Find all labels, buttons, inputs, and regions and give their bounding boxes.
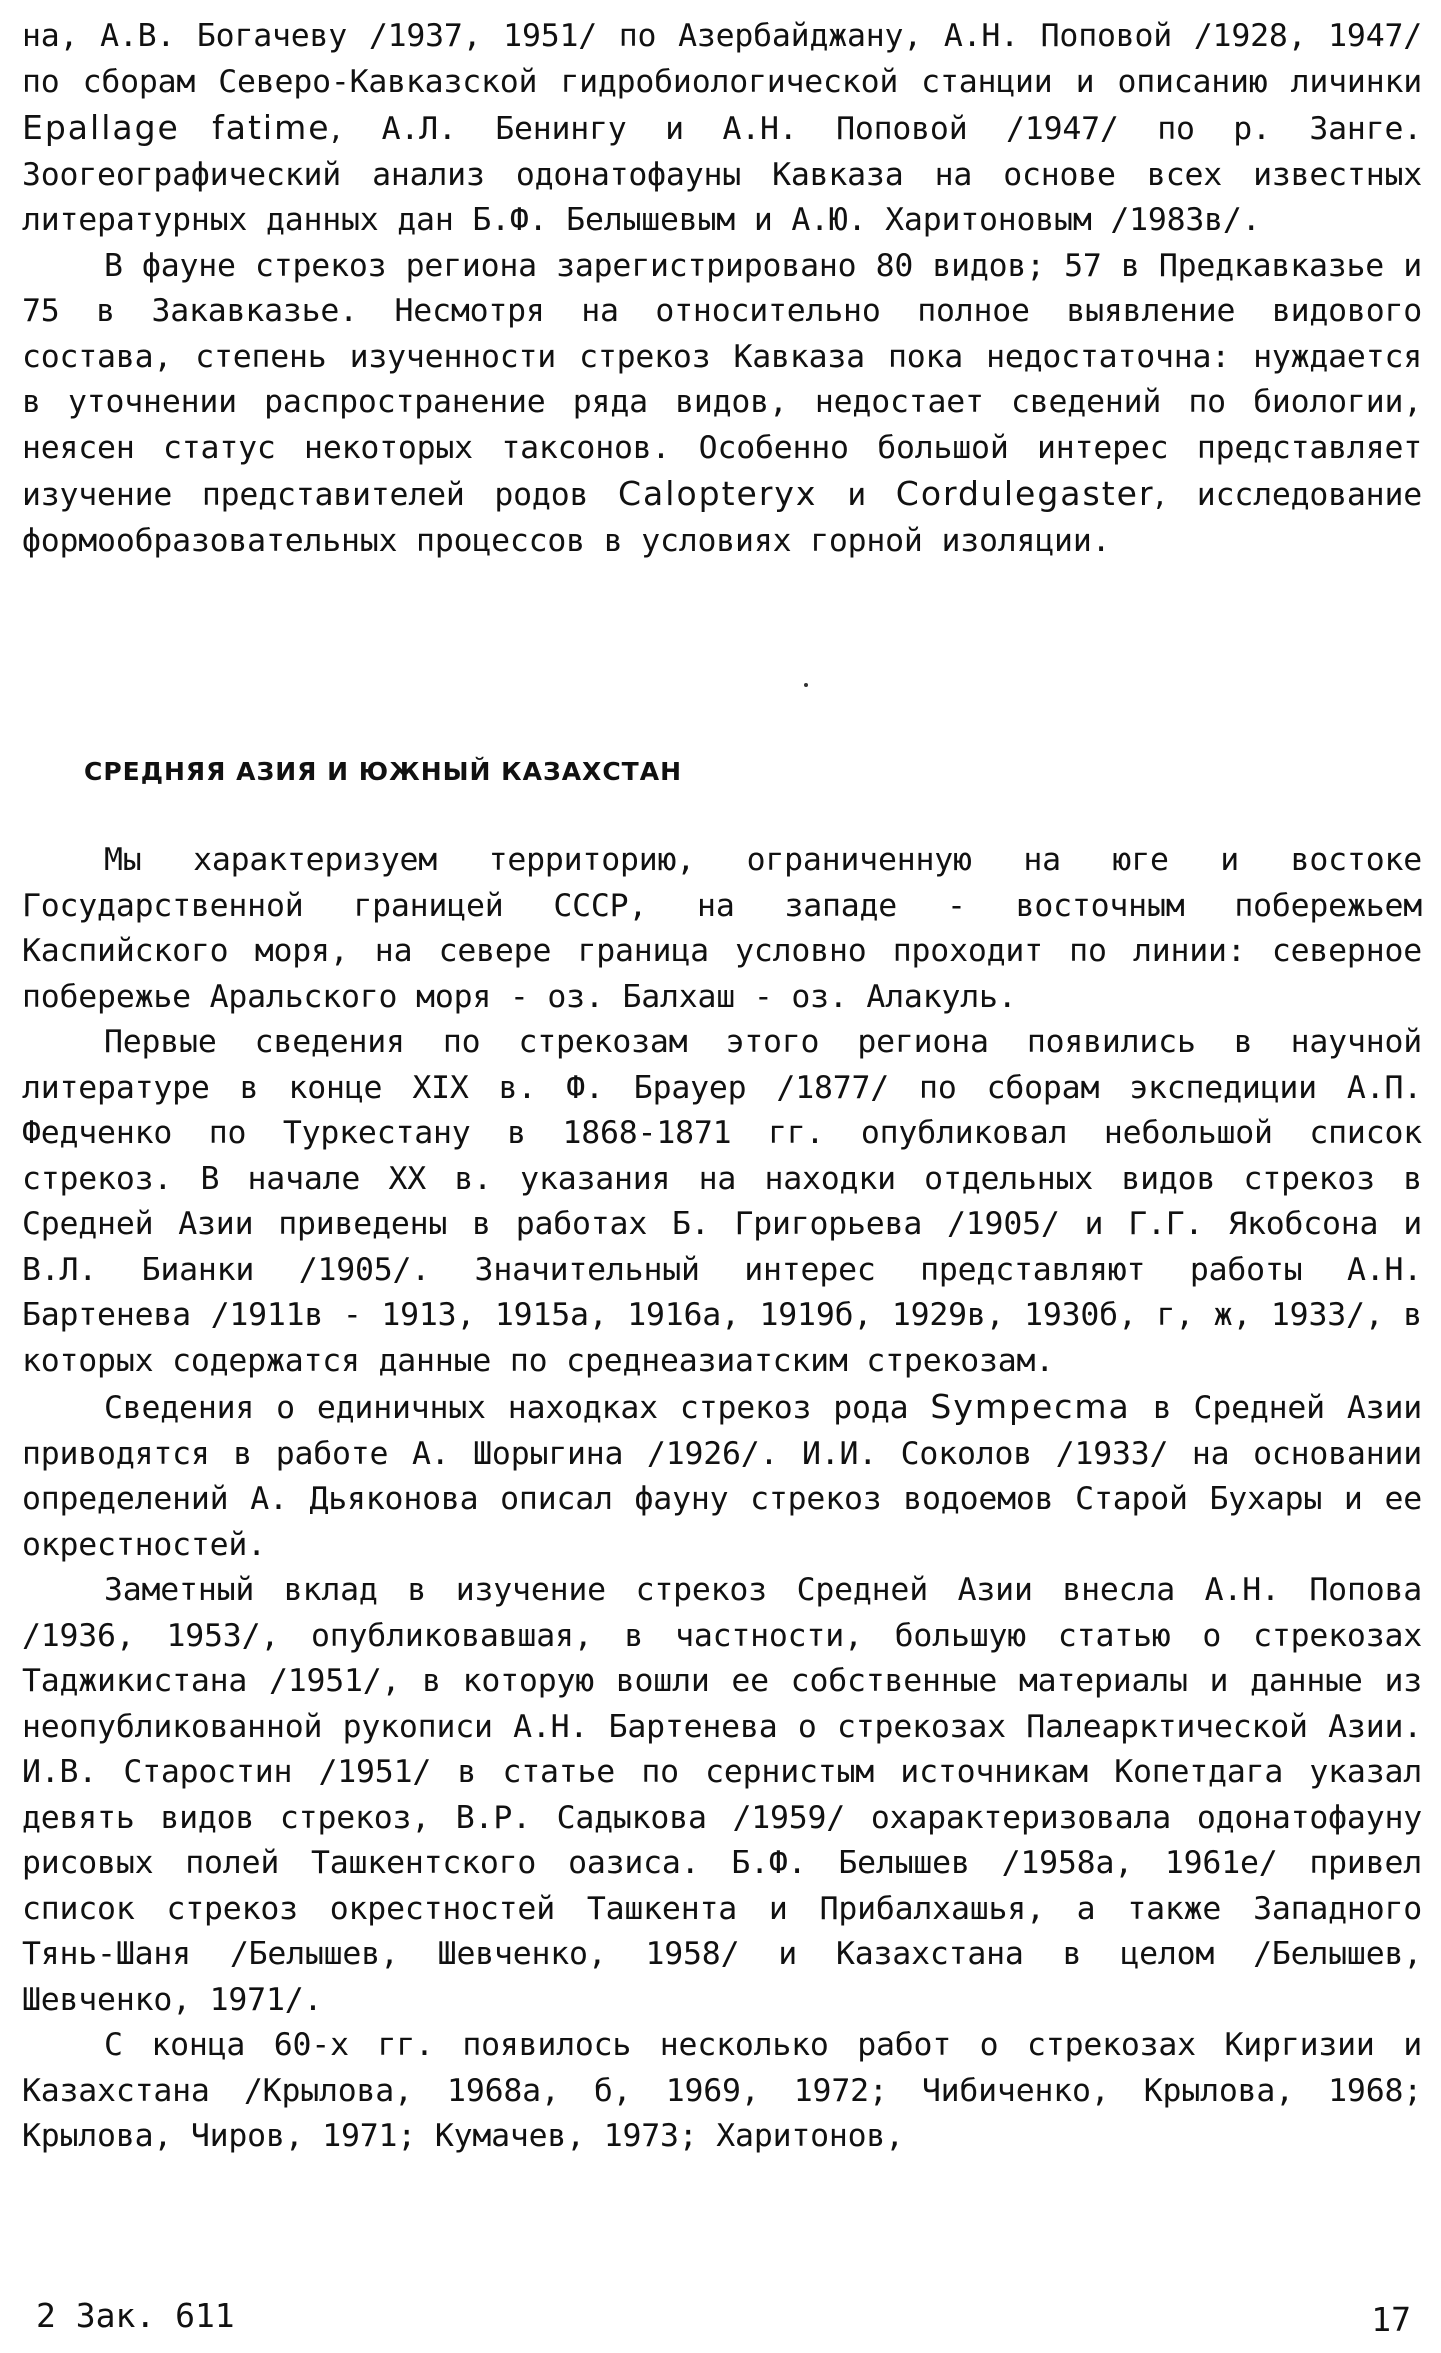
text-run: Сведения о единичных находках стрекоз рода	[104, 1390, 931, 1426]
latin-genus-name: Sympecma	[930, 1387, 1131, 1426]
paragraph-first-records: Первые сведения по стрекозам этого региона появились в научной литературе в конце XIX в. Ф. Брауер /1877/ по сборам экспедиции А.П. Федченко по Туркестану в 1868-1871 гг. опубликовал небольшой список стрекоз. В начале XX в. указания на находки отдельных видов стрекоз в Средней Азии приведены в работах Б. Григорьева /1905/ и Г.Г. Якобсона и В.Л. Бианки /1905/. Значительный интерес представляют работы А.Н. Бартенева /1911в - 1913, 1915а, 1916а, 1919б, 1929в, 1930б, г, ж, 1933/, в которых содержатся данные по среднеазиатским стрекозам.	[22, 1024, 1422, 1379]
paragraph-popova: Заметный вклад в изучение стрекоз Средней Азии внесла А.Н. Попова /1936, 1953/, опубликовавшая, в частности, большую статью о стрекозах Таджикистана /1951/, в которую вошли ее собственные материалы и данные из неопубликованной рукописи А.Н. Бартенева о стрекозах Палеарктической Азии. И.В. Старостин /1951/ в статье по сернистым источникам Копетдага указал девять видов стрекоз, В.Р. Садыкова /1959/ охарактеризовала одонатофауну рисовых полей Ташкентского оазиса. Б.Ф. Белышев /1958а, 1961е/ привел список стрекоз окрестностей Ташкента и Прибалхашья, а также Западного Тянь-Шаня /Белышев, Шевченко, 1958/ и Казахстана в целом /Белышев, Шевченко, 1971/.	[22, 1572, 1422, 2018]
latin-genus-name: Calopteryx	[618, 474, 818, 513]
paragraph-fauna	[22, 244, 1422, 565]
printer-signature: 2 Зак. 611	[36, 2296, 235, 2335]
text-run: А.Л. Бенингу и А.Н. Поповой /1947/ по р. Занге. Зоогеографический анализ одонатофауны Кавказа на основе всех известных литературных данных дан Б.Ф. Белышевым и А.Ю. Харитоновым /1983в/.	[22, 111, 1422, 238]
text-run: в Средней Азии приводятся в работе А. Шорыгина /1926/. И.И. Соколов /1933/ на основании определений А. Дьяконова описал фауну стрекоз водоемов Старой Бухары и ее окрестностей.	[22, 1390, 1422, 1563]
latin-genus-name: Cordulegaster,	[895, 474, 1168, 513]
paragraph-territory: Мы характеризуем территорию, ограниченную на юге и востоке Государственной границей СССР, на западе - восточным побережьем Каспийского моря, на севере граница условно проходит по линии: северное побережье Аральского моря - оз. Балхаш - оз. Алакуль.	[22, 842, 1422, 1015]
text-run: и	[817, 477, 896, 513]
section-text-block	[22, 838, 1422, 2160]
stray-dot	[804, 683, 808, 687]
paragraph-sympecma	[22, 1384, 1422, 1568]
page-number: 17	[1371, 2300, 1411, 2339]
latin-species-name: Epallage fatime,	[22, 108, 344, 147]
section-heading: СРЕДНЯЯ АЗИЯ И ЮЖНЫЙ КАЗАХСТАН	[84, 757, 682, 786]
paragraph-sixties: С конца 60-х гг. появилось несколько работ о стрекозах Киргизии и Казахстана /Крылова, 1968а, б, 1969, 1972; Чибиченко, Крылова, 1968; Крылова, Чиров, 1971; Кумачев, 1973; Харитонов,	[22, 2027, 1422, 2154]
top-text-block	[22, 14, 1422, 564]
text-run: исследование формообразовательных процессов в условиях горной изоляции.	[22, 477, 1422, 559]
paragraph-continued	[22, 14, 1422, 244]
text-run: В фауне стрекоз региона зарегистрировано 80 видов; 57 в Предкавказье и 75 в Закавказье. Несмотря на относительно полное выявление видового состава, степень изученности стрекоз Кавказа пока недостаточна: нуждается в уточнении распространение ряда видов, недостает сведений по биологии, неясен статус некоторых таксонов. Особенно большой интерес представляет изучение представителей родов	[22, 247, 1422, 513]
text-run: на, А.В. Богачеву /1937, 1951/ по Азербайджану, А.Н. Поповой /1928, 1947/ по сборам Северо-Кавказской гидробиологической станции и описанию личинки	[22, 18, 1422, 100]
